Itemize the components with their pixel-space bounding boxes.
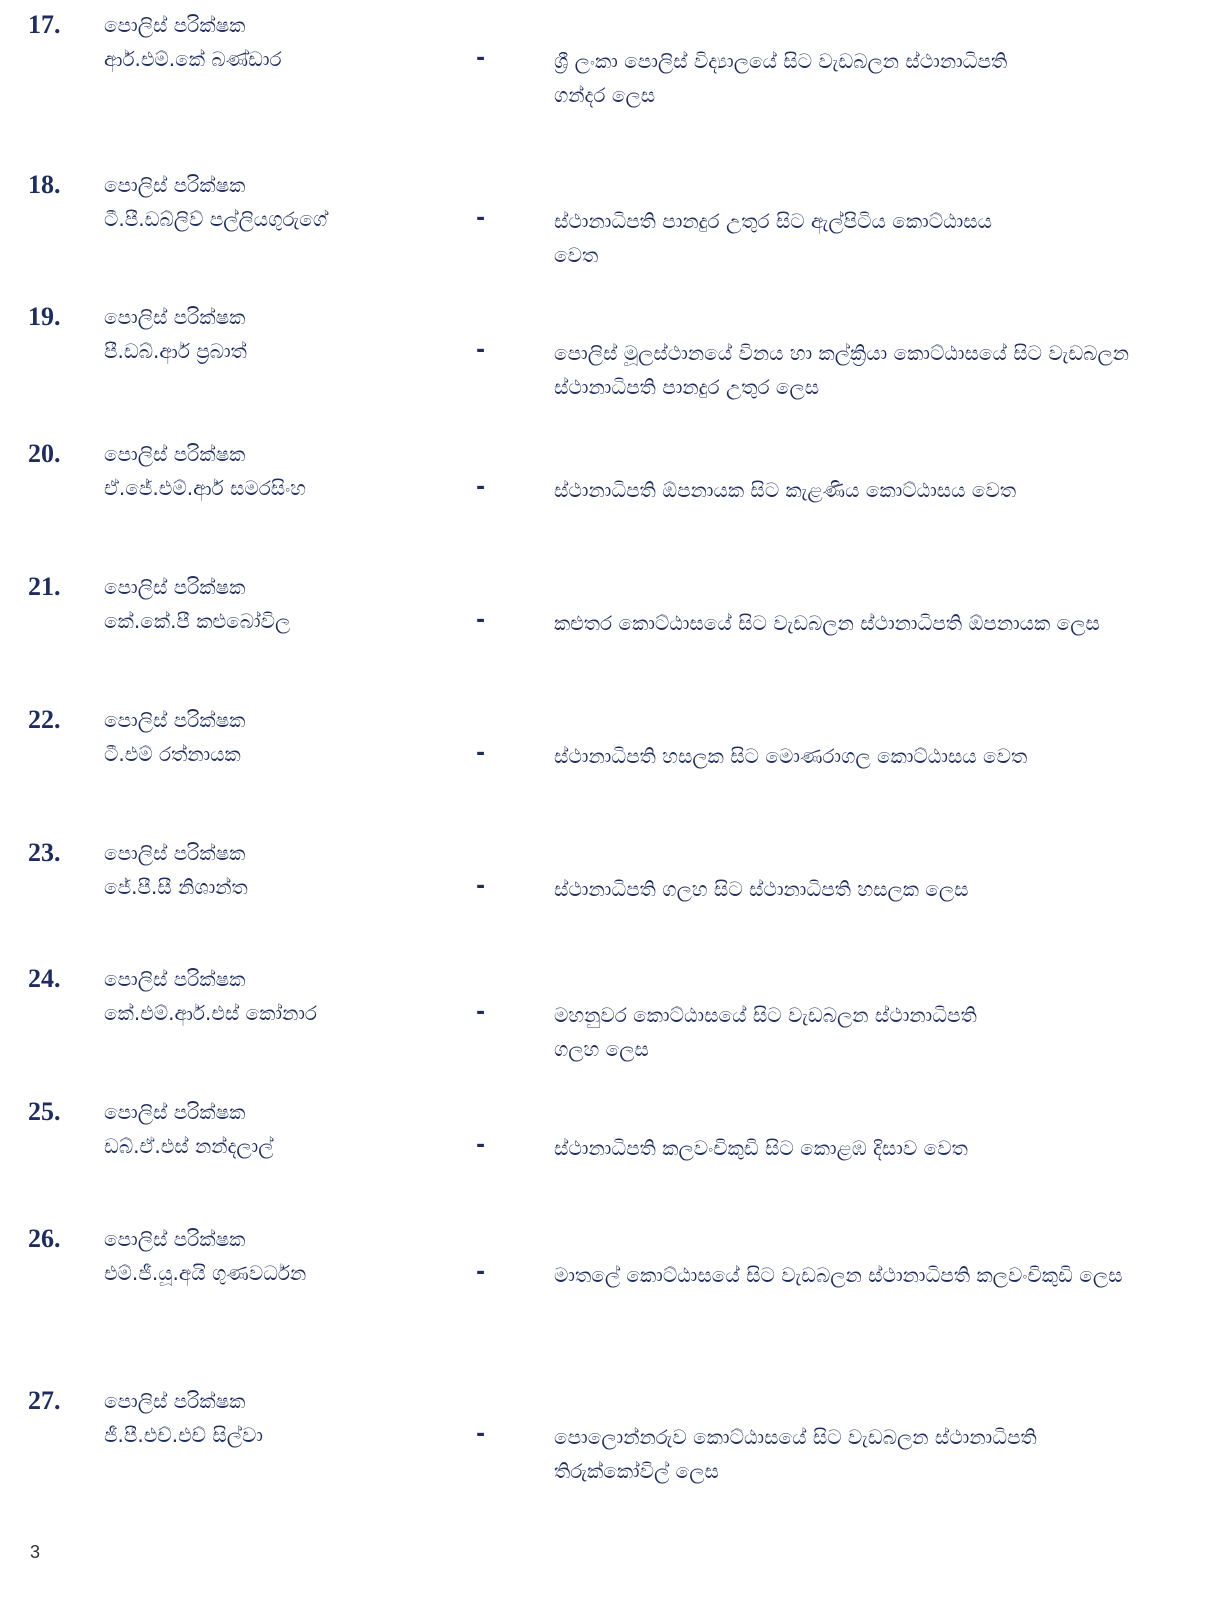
entry-name: ආර්.එම්.කේ බණ්ඩාර <box>104 47 282 71</box>
entry-rank: පොලිස් පරික්ෂක <box>104 1227 246 1251</box>
entry-number: 24. <box>28 964 61 993</box>
entry-dash: - <box>476 46 486 71</box>
entry-number: 27. <box>28 1386 61 1415</box>
entry-dash: - <box>476 1422 486 1447</box>
entry-name: පී.ඩබ්.ආර් ප්‍රබාත් <box>104 339 247 363</box>
entry-rank: පොලිස් පරික්ෂක <box>104 442 246 466</box>
entry-dash: - <box>476 874 486 899</box>
entry-description: මාතලේ කොට්ඨාසයේ සිට වැඩබලන ස්ථානාධිපති කලවංචිකුඩි ලෙස <box>554 1263 1123 1287</box>
entry-description: ස්ථානාධිපති කලවංචිකුඩි සිට කොළඹ දිසාව වෙත <box>554 1136 968 1160</box>
entry-number: 18. <box>28 170 61 199</box>
entry-rank: පොලිස් පරික්ෂක <box>104 841 246 865</box>
entry-dash: - <box>476 1133 486 1158</box>
entry-dash: - <box>476 608 486 633</box>
entry-name: ඩබ්.ඒ.එස් නන්දලාල් <box>104 1134 274 1158</box>
entry-dash: - <box>476 206 486 231</box>
entry-dash: - <box>476 1260 486 1285</box>
entry-rank: පොලිස් පරික්ෂක <box>104 1100 246 1124</box>
entry-number: 23. <box>28 838 61 867</box>
entry-rank: පොලිස් පරික්ෂක <box>104 575 246 599</box>
entry-dash: - <box>476 741 486 766</box>
entry-name: එම්.ජී.යූ.අයි ගුණවර්ධන <box>104 1261 307 1285</box>
entry-number: 22. <box>28 705 61 734</box>
entry-dash: - <box>476 475 486 500</box>
entry-number: 21. <box>28 572 61 601</box>
entry-name: කේ.එම්.ආර්.එස් කෝනාර <box>104 1001 317 1025</box>
entry-name: ජේ.පී.සී නිශාන්ත <box>104 875 248 899</box>
entry-dash: - <box>476 1000 486 1025</box>
entry-number: 26. <box>28 1224 61 1253</box>
entry-rank: පොලිස් පරික්ෂක <box>104 967 246 991</box>
entry-description: පොලොන්නරුව කොට්ඨාසයේ සිට වැඩබලන ස්ථානාධිපති තිරුක්කෝවිල් ලෙස <box>554 1425 1037 1483</box>
entry-name: ජී.පී.එච්.එච් සිල්වා <box>104 1423 263 1447</box>
entry-name: කේ.කේ.පී කළුබෝවිල <box>104 609 291 633</box>
entry-description: කළුතර කොට්ඨාසයේ සිට වැඩබලන ස්ථානාධිපති ඕපනායක ලෙස <box>554 611 1100 635</box>
entry-description: ස්ථානාධිපති හසලක සිට මොණරාගල කොට්ඨාසය වෙත <box>554 744 1028 768</box>
entry-number: 17. <box>28 10 61 39</box>
entry-name: ටී.පී.ඩබ්ලිව් පල්ලියගුරුගේ <box>104 207 328 231</box>
entry-dash: - <box>476 338 486 363</box>
entry-rank: පොලිස් පරික්ෂක <box>104 1389 246 1413</box>
entry-number: 20. <box>28 439 61 468</box>
entry-rank: පොලිස් පරික්ෂක <box>104 708 246 732</box>
entry-number: 25. <box>28 1097 61 1126</box>
entry-name: ටී.එම් රත්නායක <box>104 742 241 766</box>
entry-rank: පොලිස් පරික්ෂක <box>104 173 246 197</box>
entry-description: මහනුවර කොට්ඨාසයේ සිට වැඩබලන ස්ථානාධිපති ගලහ ලෙස <box>554 1003 977 1061</box>
entry-rank: පොලිස් පරික්ෂක <box>104 13 246 37</box>
entry-number: 19. <box>28 302 61 331</box>
entry-description: පොලිස් මූලස්ථානයේ විනය හා කල්ක්‍රියා කොට්ඨාසයේ සිට වැඩබලන ස්ථානාධිපති පානදුර උතුර ලෙස <box>554 341 1129 399</box>
entry-rank: පොලිස් පරික්ෂක <box>104 305 246 329</box>
entry-description: ස්ථානාධිපති ඕපනායක සිට කැළණිය කොට්ඨාසය වෙත <box>554 478 1017 502</box>
page-number: 3 <box>30 1542 41 1562</box>
entry-description: ශ්‍රී ලංකා පොලිස් විද්‍යාලයේ සිට වැඩබලන ස්ථානාධිපති ගන්දර ලෙස <box>554 49 1008 107</box>
entry-description: ස්ථානාධිපති පානදුර උතුර සිට ඇල්පිටිය කොට්ඨාසය වෙත <box>554 209 992 267</box>
entry-name: ඒ.ජේ.එම්.ආර් සමරසිංහ <box>104 476 306 500</box>
entry-description: ස්ථානාධිපති ගලහ සිට ස්ථානාධිපති හසලක ලෙස <box>554 877 969 901</box>
